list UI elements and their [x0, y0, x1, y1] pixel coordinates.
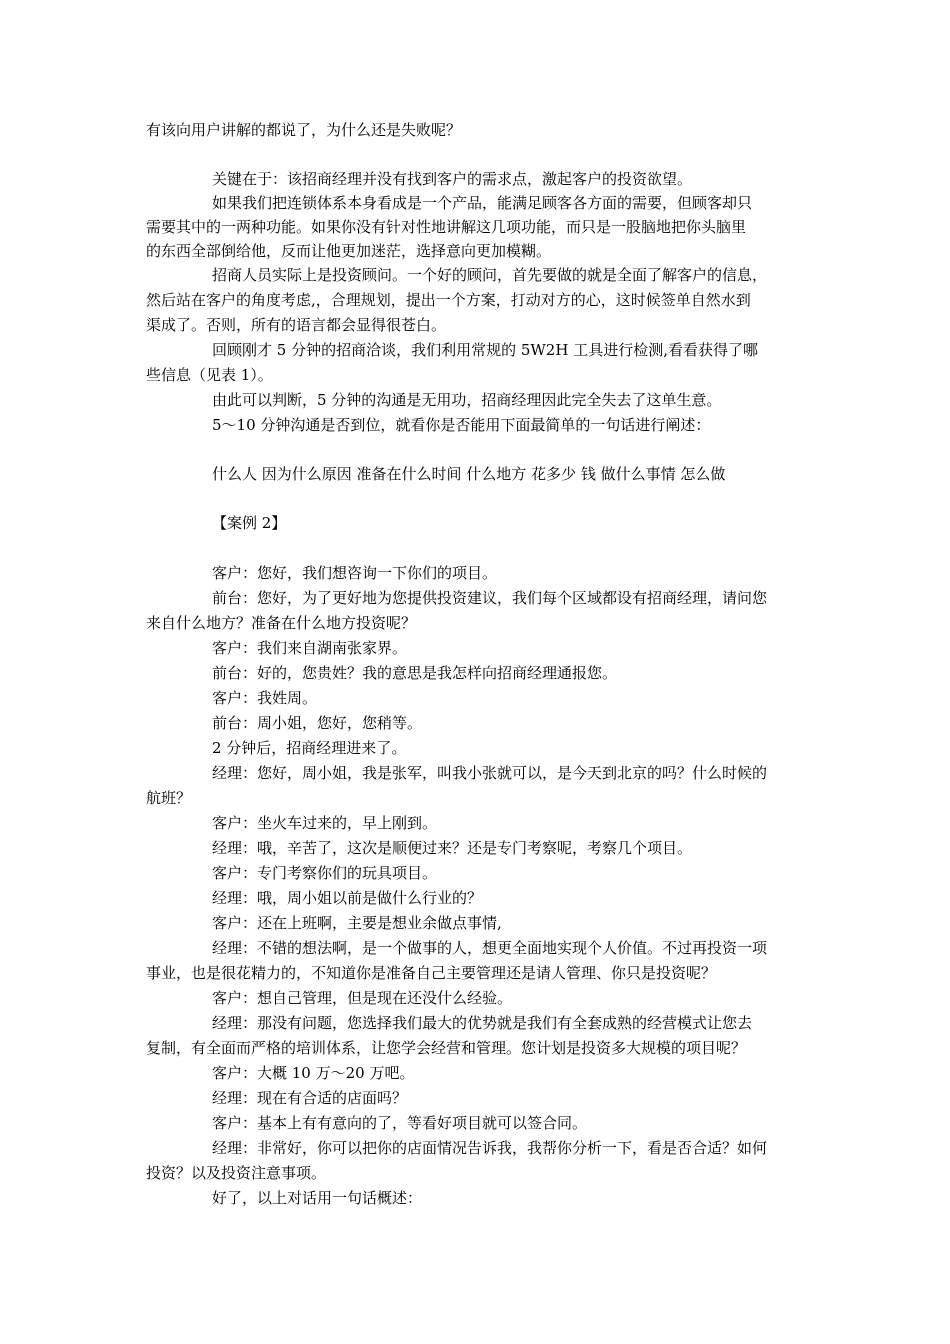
text-line: 经理：那没有问题，您选择我们最大的优势就是我们有全套成熟的经营模式让您去 — [212, 1014, 753, 1032]
text-line: 前台：好的，您贵姓？我的意思是我怎样向招商经理通报您。 — [212, 664, 618, 682]
text-line: 航班？ — [146, 789, 192, 807]
text-line: 有该向用户讲解的都说了，为什么还是失败呢？ — [146, 121, 462, 139]
text-line: 客户：大概 10 万～20 万吧。 — [212, 1064, 415, 1082]
text-line: 客户：坐火车过来的，早上刚到。 — [212, 814, 438, 832]
text-line: 客户：专门考察你们的玩具项目。 — [212, 864, 438, 882]
text-line: 需要其中的一两种功能。如果你没有针对性地讲解这几项功能，而只是一股脑地把你头脑里 — [146, 218, 747, 236]
text-line: 客户：我姓周。 — [212, 689, 318, 707]
text-line: 些信息（见表 1）。 — [146, 366, 273, 384]
text-line: 5～10 分钟沟通是否到位，就看你是否能用下面最简单的一句话进行阐述： — [212, 416, 711, 434]
text-line: 的东西全部倒给他，反而让他更加迷茫，选择意向更加模糊。 — [146, 242, 552, 260]
text-line: 复制，有全面而严格的培训体系，让您学会经营和管理。您计划是投资多大规模的项目呢？ — [146, 1039, 747, 1057]
text-line: 经理：不错的想法啊，是一个做事的人，想更全面地实现个人价值。不过再投资一项 — [212, 939, 768, 957]
text-line: 然后站在客户的角度考虑,，合理规划，提出一个方案，打动对方的心，这时候签单自然水到 — [146, 291, 751, 309]
text-line: 由此可以判断，5 分钟的沟通是无用功，招商经理因此完全失去了这单生意。 — [212, 391, 722, 409]
text-line: 投资？以及投资注意事项。 — [146, 1164, 327, 1182]
text-line: 2 分钟后，招商经理进来了。 — [212, 739, 407, 757]
text-line: 来自什么地方？准备在什么地方投资呢？ — [146, 614, 417, 632]
text-line: 客户：想自己管理，但是现在还没什么经验。 — [212, 989, 513, 1007]
text-line: 渠成了。否则，所有的语言都会显得很苍白。 — [146, 316, 447, 334]
text-line: 什么人 因为什么原因 准备在什么时间 什么地方 花多少 钱 做什么事情 怎么做 — [212, 465, 726, 483]
text-line: 好了，以上对话用一句话概述： — [212, 1189, 423, 1207]
text-line: 经理：哦，周小姐以前是做什么行业的？ — [212, 889, 483, 907]
text-line: 客户：还在上班啊，主要是想业余做点事情, — [212, 914, 502, 932]
text-line: 回顾刚才 5 分钟的招商洽谈，我们利用常规的 5W2H 工具进行检测,看看获得了哪 — [212, 341, 758, 359]
text-line: 客户：基本上有有意向的了，等看好项目就可以签合同。 — [212, 1114, 588, 1132]
text-line: 关键在于：该招商经理并没有找到客户的需求点，激起客户的投资欲望。 — [212, 170, 693, 188]
case-heading: 【案例 2】 — [212, 514, 287, 532]
text-line: 招商人员实际上是投资顾问。一个好的顾问，首先要做的就是全面了解客户的信息， — [212, 266, 768, 284]
text-line: 经理：哦，辛苦了，这次是顺便过来？还是专门考察呢，考察几个项目。 — [212, 839, 693, 857]
text-line: 客户：我们来自湖南张家界。 — [212, 639, 408, 657]
text-line: 前台：您好，为了更好地为您提供投资建议，我们每个区域都设有招商经理，请问您 — [212, 589, 768, 607]
text-line: 经理：非常好，你可以把你的店面情况告诉我，我帮你分析一下，看是否合适？如何 — [212, 1139, 768, 1157]
text-line: 经理：您好，周小姐，我是张军，叫我小张就可以，是今天到北京的吗？什么时候的 — [212, 764, 768, 782]
text-line: 经理：现在有合适的店面吗？ — [212, 1089, 408, 1107]
text-line: 如果我们把连锁体系本身看成是一个产品，能满足顾客各方面的需要，但顾客却只 — [212, 194, 753, 212]
text-line: 事业，也是很花精力的，不知道你是准备自己主要管理还是请人管理、你只是投资呢？ — [146, 964, 717, 982]
text-line: 前台：周小姐，您好，您稍等。 — [212, 714, 423, 732]
text-line: 客户：您好，我们想咨询一下你们的项目。 — [212, 564, 498, 582]
